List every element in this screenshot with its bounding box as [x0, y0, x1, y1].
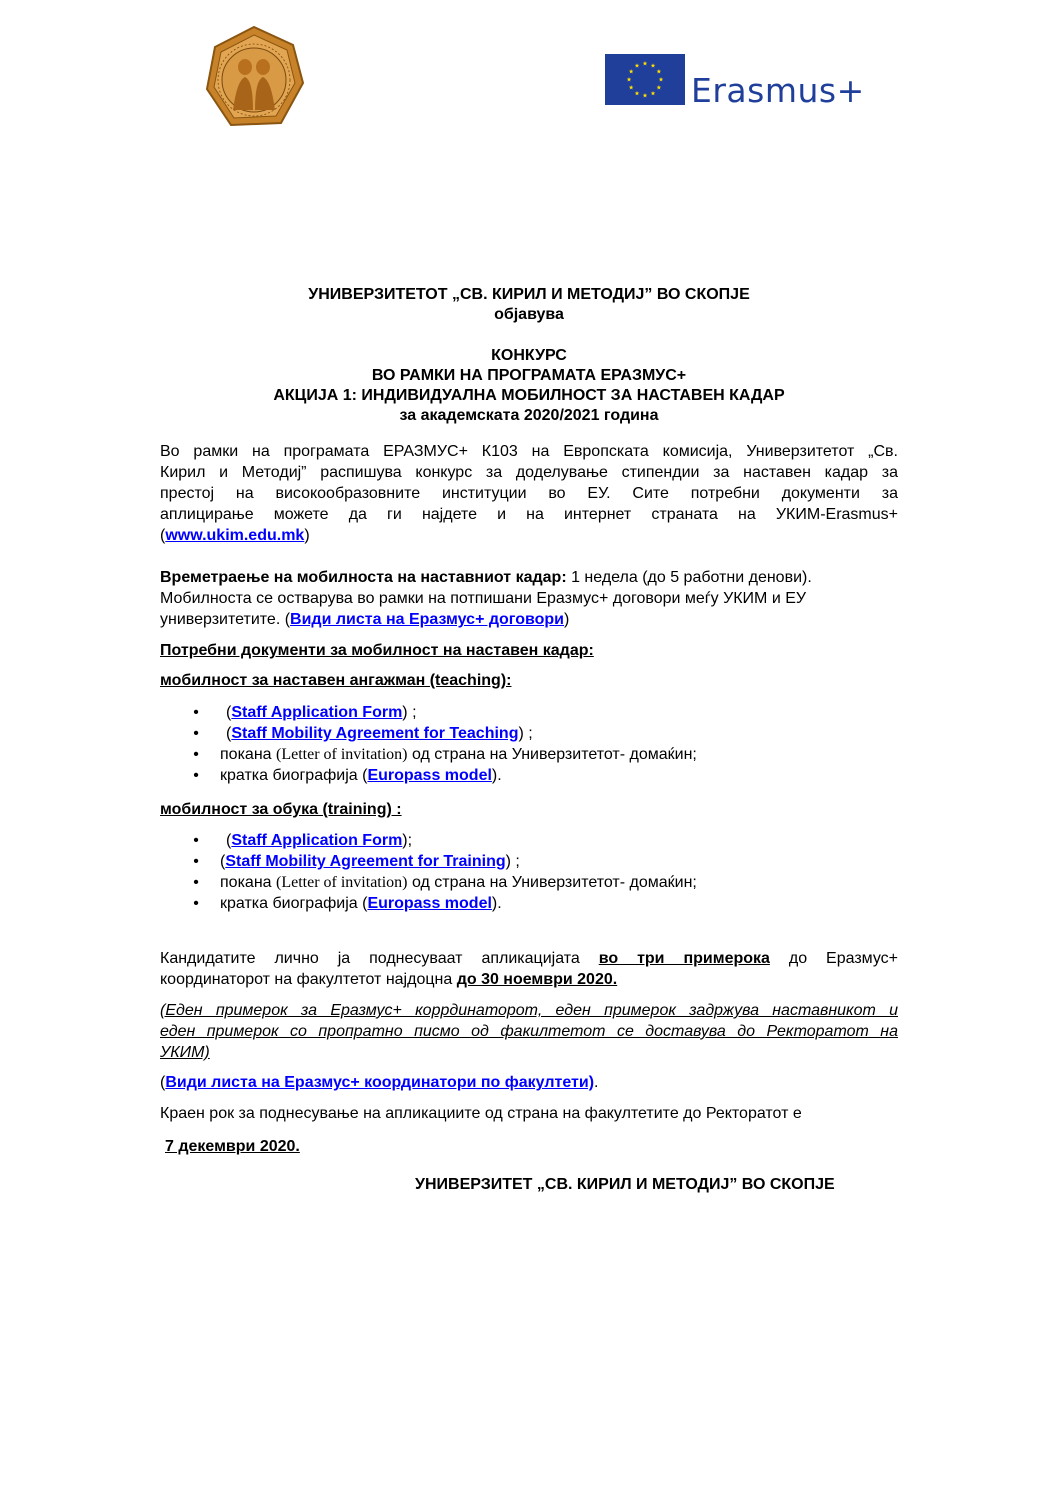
list-item: • (Staff Application Form);	[193, 832, 413, 849]
intro-line-3: престој на високообразовните институции во ЕУ. Сите потребни документи за	[160, 485, 898, 502]
submission-line-1: Кандидатите лично ја поднесуваат апликацијата во три примерока до Еразмус+	[160, 950, 899, 967]
teaching-heading: мобилност за наставен ангажман (teaching):	[160, 672, 512, 689]
signature: УНИВЕРЗИТЕТ „СВ. КИРИЛ И МЕТОДИЈ” ВО СКОПЈЕ	[415, 1176, 835, 1193]
program-title: ВО РАМКИ НА ПРОГРАМАТА ЕРАЗМУС+	[371, 367, 687, 384]
europass-model-link[interactable]: Europass model	[367, 767, 492, 784]
note-line-1: (Еден примерок за Еразмус+ коррдинаторот, еден примерок задржува наставникот и	[160, 1002, 898, 1019]
coordinators-list-link[interactable]: Види листа на Еразмус+ координатори по факултети)	[165, 1074, 595, 1091]
mobility-agreement-teaching-link[interactable]: Staff Mobility Agreement for Teaching	[231, 725, 519, 742]
documents-heading: Потребни документи за мобилност на наставен кадар:	[160, 642, 594, 659]
duration-line-1: Времетраење на мобилноста на наставниот кадар: 1 недела (до 5 работни денови).	[160, 569, 812, 586]
training-list	[190, 830, 890, 914]
list-item: • (Staff Application Form) ;	[193, 704, 417, 721]
list-item: • (Staff Mobility Agreement for Teaching) ;	[193, 725, 533, 742]
ukim-seal-icon	[203, 25, 305, 133]
intro-line-2: Кирил и Методиј” распишува конкурс за доделување стипендии за наставен кадар за	[160, 464, 898, 481]
list-item: • покана (Letter of invitation) од страна на Универзитетот- домаќин;	[193, 874, 697, 891]
action-title: АКЦИЈА 1: ИНДИВИДУАЛНА МОБИЛНОСТ ЗА НАСТАВЕН КАДАР	[273, 387, 785, 404]
list-item: • кратка биографија (Europass model).	[193, 767, 502, 784]
note-line-3: УКИМ)	[160, 1044, 210, 1061]
teaching-list	[190, 702, 890, 786]
list-item: • покана (Letter of invitation) од страна на Универзитетот- домаќин;	[193, 746, 697, 763]
intro-line-1: Во рамки на програмата ЕРАЗМУС+ К103 на Европската комисија, Универзитетот „Св.	[160, 443, 898, 460]
agreements-list-link[interactable]: Види листа на Еразмус+ договори	[290, 611, 565, 628]
list-item: • (Staff Mobility Agreement for Training) ;	[193, 853, 520, 870]
staff-application-form-link[interactable]: Staff Application Form	[231, 704, 403, 721]
duration-line-3: универзитетите. (Види листа на Еразмус+ договори)	[160, 611, 570, 628]
academic-year: за академската 2020/2021 година	[399, 407, 659, 424]
intro-line-5: (www.ukim.edu.mk)	[160, 527, 310, 544]
erasmus-plus-wordmark: Erasmus+	[691, 71, 865, 110]
ukim-website-link[interactable]: www.ukim.edu.mk	[165, 527, 305, 544]
university-heading: УНИВЕРЗИТЕТОТ „СВ. КИРИЛ И МЕТОДИЈ” ВО СКОПЈЕ	[308, 286, 750, 303]
deadline-date: 7 декември 2020.	[165, 1138, 300, 1155]
eu-flag-icon	[605, 54, 685, 105]
coordinators-line: (Види листа на Еразмус+ координатори по факултети).	[160, 1074, 599, 1091]
konkurs-title: КОНКУРС	[491, 347, 567, 364]
list-item: • кратка биографија (Europass model).	[193, 895, 502, 912]
duration-line-2: Мобилноста се остварува во рамки на потпишани Еразмус+ договори меѓу УКИМ и ЕУ	[160, 590, 807, 607]
training-heading: мобилност за обука (training) :	[160, 801, 402, 818]
mobility-agreement-training-link[interactable]: Staff Mobility Agreement for Training	[225, 853, 506, 870]
staff-application-form-link[interactable]: Staff Application Form	[231, 832, 403, 849]
note-line-2: еден примерок со пропратно писмо од факилтетот се доставува до Ректоратот на	[160, 1023, 898, 1040]
deadline-text: Краен рок за поднесување на апликациите од страна на факултетите до Ректоратот е	[160, 1105, 802, 1122]
submission-line-2: координаторот на факултетот најдоцна до 30 ноември 2020.	[160, 971, 618, 988]
announces-text: објавува	[494, 306, 564, 323]
europass-model-link[interactable]: Europass model	[367, 895, 492, 912]
intro-line-4: аплицирање можете да ги најдете и на интернет страната на УКИМ-Erasmus+	[160, 506, 898, 523]
